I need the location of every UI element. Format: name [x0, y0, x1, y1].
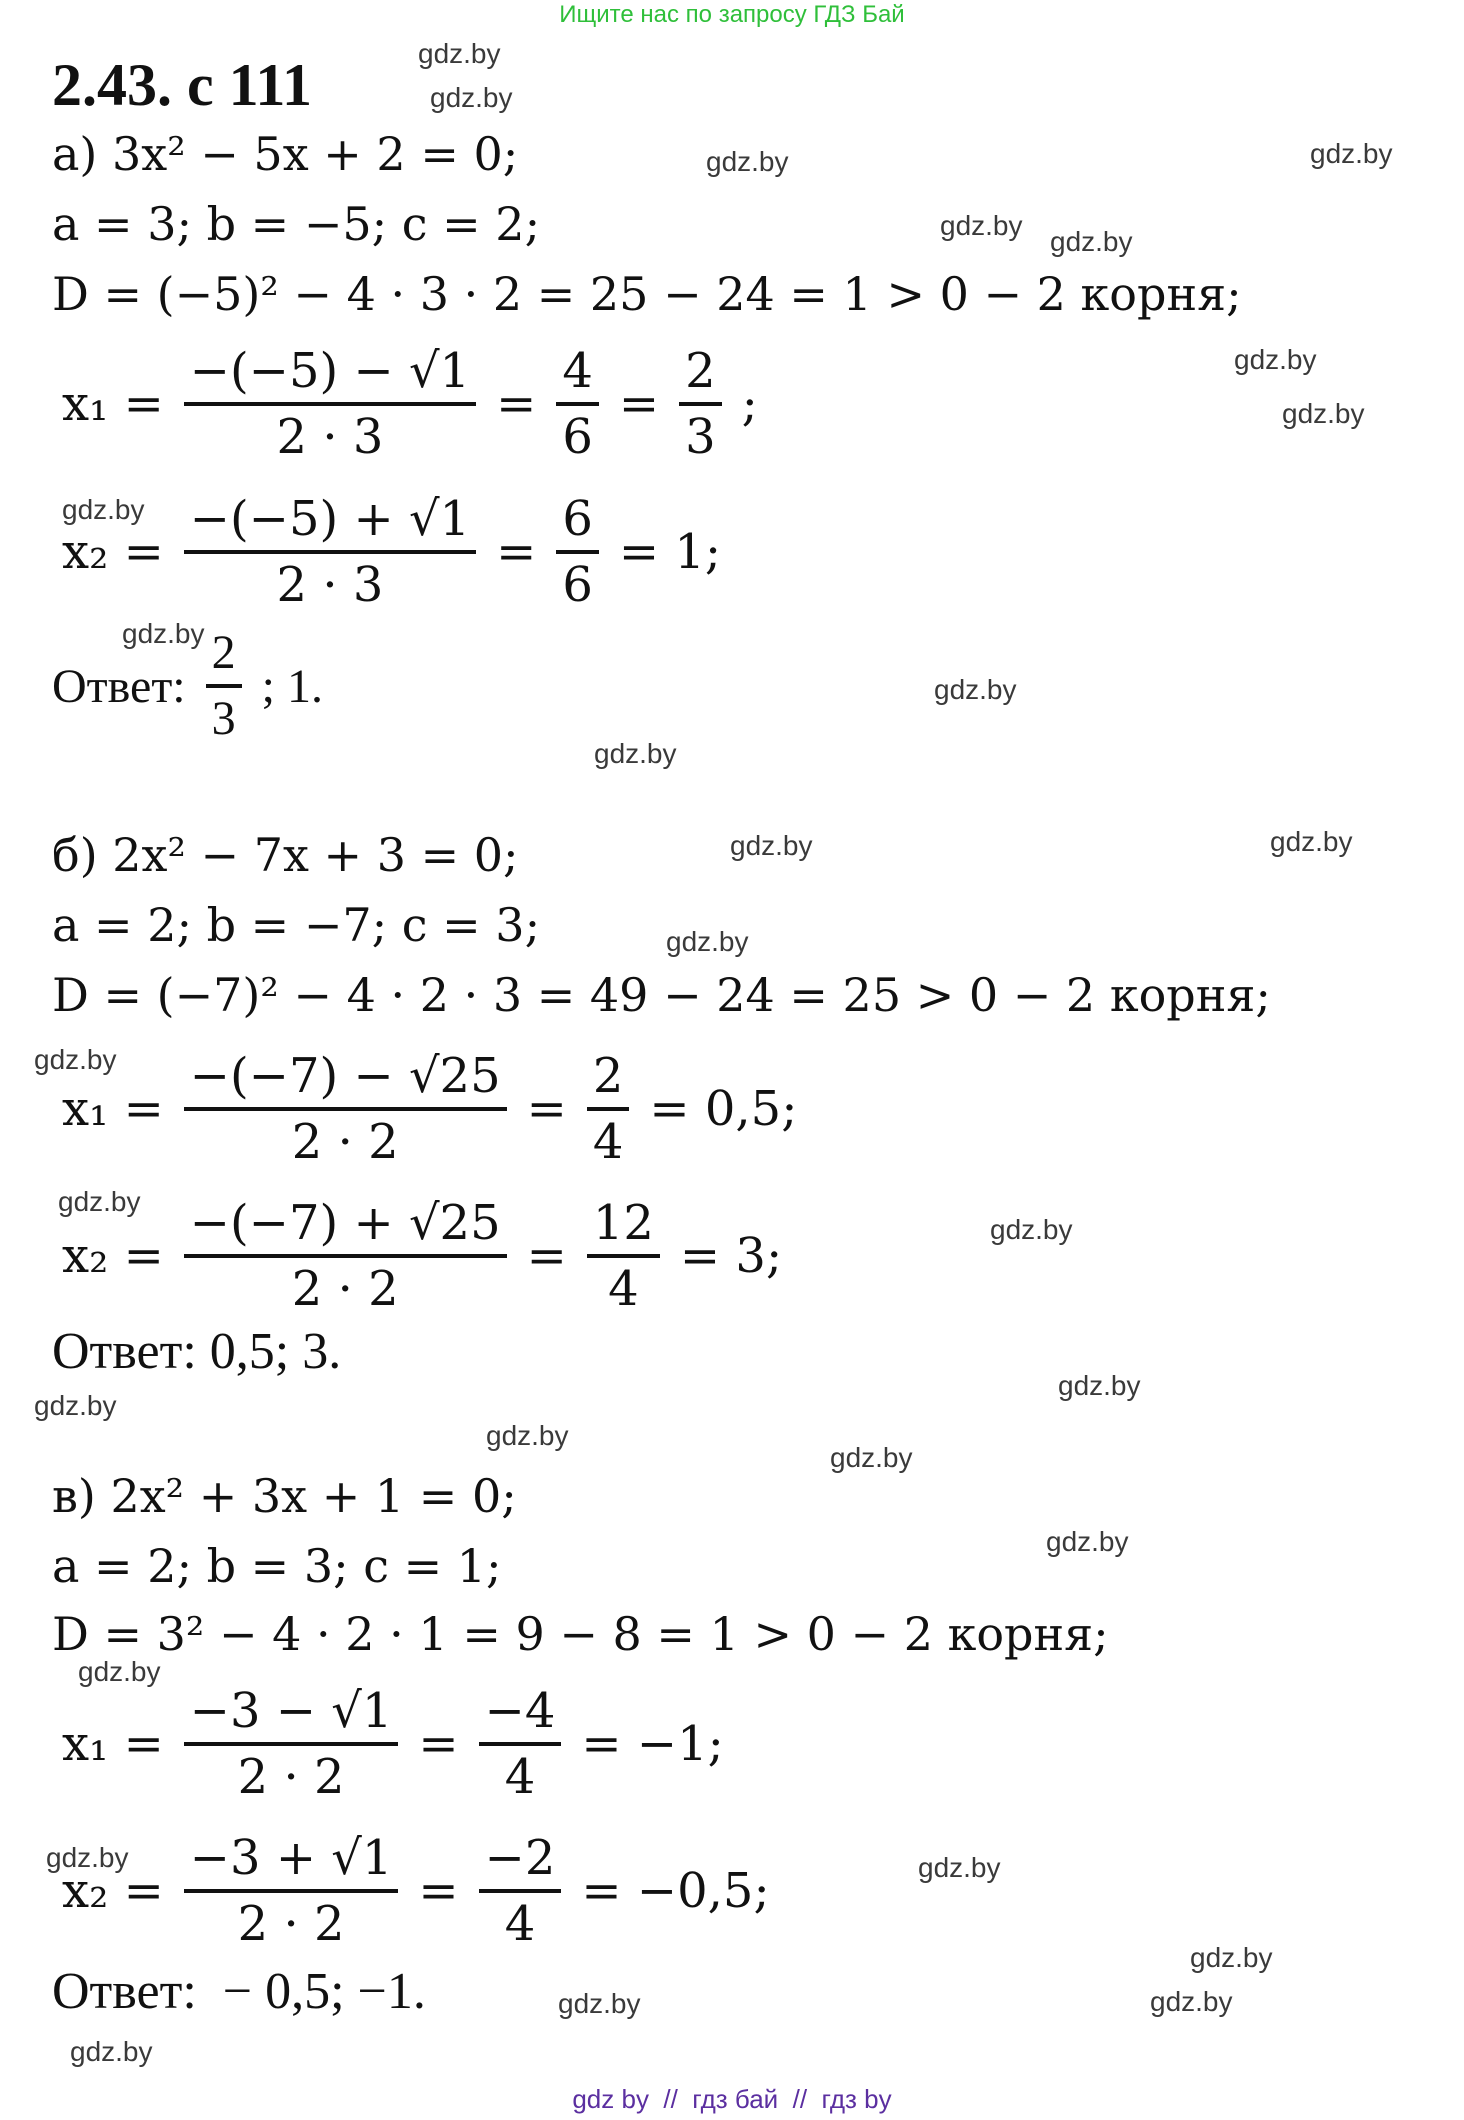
watermark: gdz.by: [706, 146, 789, 177]
x2-label: x₂ =: [62, 1863, 164, 1919]
watermark: gdz.by: [1234, 344, 1317, 375]
part-c-answer: Ответ: − 0,5; −1.: [52, 1963, 426, 2020]
watermark: gdz.by: [34, 1044, 117, 1075]
watermark: gdz.by: [1190, 1942, 1273, 1973]
watermark: gdz.by: [1282, 398, 1365, 429]
watermark: gdz.by: [666, 926, 749, 957]
part-a-x2: x₂ = $\frac{-(-5) + √1}{2 \cdot 3}$ = $\frac{6}{6}$ = 1;: [52, 488, 731, 616]
watermark: gdz.by: [418, 38, 501, 69]
watermark: gdz.by: [1270, 826, 1353, 857]
fraction: $\frac{2}{3}$: [206, 622, 242, 750]
top-banner: Ищите нас по запросу ГДЗ Бай: [559, 1, 905, 28]
fraction: $\frac{-3 - √1}{2 \cdot 2}$: [184, 1680, 399, 1808]
watermark: gdz.by: [940, 210, 1023, 241]
fraction: $\frac{-(-7) + √25}{2 \cdot 2}$: [184, 1192, 507, 1320]
part-a-answer: Ответ: $\frac{2}{3}$ ; 1.: [52, 622, 333, 750]
part-c-coeffs: a = 2; b = 3; c = 1;: [52, 1539, 502, 1593]
part-b-equation: б) 2x² − 7x + 3 = 0;: [52, 828, 519, 882]
watermark: gdz.by: [62, 494, 145, 525]
part-c-discriminant: D = 3² − 4 · 2 · 1 = 9 − 8 = 1 > 0 − 2 корня;: [52, 1607, 1109, 1661]
watermark: gdz.by: [1310, 138, 1393, 169]
fraction: $\frac{6}{6}$: [556, 488, 599, 616]
part-a-discriminant: D = (−5)² − 4 · 3 · 2 = 25 − 24 = 1 > 0 − 2 корня;: [52, 267, 1242, 321]
x1-label: x₁ =: [62, 376, 164, 432]
watermark: gdz.by: [34, 1390, 117, 1421]
watermark: gdz.by: [918, 1852, 1001, 1883]
part-b-x1: x₁ = $\frac{-(-7) - √25}{2 \cdot 2}$ = $\frac{2}{4}$ = 0,5;: [52, 1045, 807, 1173]
watermark: gdz.by: [594, 738, 677, 769]
watermark: gdz.by: [934, 674, 1017, 705]
x1-label: x₁ =: [62, 1081, 164, 1137]
part-c-equation: в) 2x² + 3x + 1 = 0;: [52, 1469, 517, 1523]
watermark: gdz.by: [1150, 1986, 1233, 2017]
watermark: gdz.by: [1046, 1526, 1129, 1557]
part-b-discriminant: D = (−7)² − 4 · 2 · 3 = 49 − 24 = 25 > 0 − 2 корня;: [52, 968, 1271, 1022]
fraction: $\frac{-2}{4}$: [479, 1827, 562, 1955]
footer-links: gdz by // гдз бай // гдз by: [572, 2084, 892, 2114]
watermark: gdz.by: [58, 1186, 141, 1217]
watermark: gdz.by: [558, 1988, 641, 2019]
watermark: gdz.by: [730, 830, 813, 861]
fraction: $\frac{2}{3}$: [679, 340, 722, 468]
fraction: $\frac{-(-5) + √1}{2 \cdot 3}$: [184, 488, 476, 616]
part-a-x1: x₁ = $\frac{-(-5) - √1}{2 \cdot 3}$ = $\frac{4}{6}$ = $\frac{2}{3}$ ;: [52, 340, 768, 468]
x1-label: x₁ =: [62, 1716, 164, 1772]
part-b-x2: x₂ = $\frac{-(-7) + √25}{2 \cdot 2}$ = $\frac{12}{4}$ = 3;: [52, 1192, 792, 1320]
part-a-equation: а) 3x² − 5x + 2 = 0;: [52, 127, 519, 181]
watermark: gdz.by: [78, 1656, 161, 1687]
x2-label: x₂ =: [62, 524, 164, 580]
part-c-x2: x₂ = $\frac{-3 + √1}{2 \cdot 2}$ = $\frac{-2}{4}$ = −0,5;: [52, 1827, 780, 1955]
part-a-coeffs: a = 3; b = −5; c = 2;: [52, 197, 541, 251]
fraction: $\frac{-(-5) - √1}{2 \cdot 3}$: [184, 340, 476, 468]
fraction: $\frac{12}{4}$: [587, 1192, 660, 1320]
watermark: gdz.by: [122, 618, 205, 649]
watermark: gdz.by: [430, 82, 513, 113]
watermark: gdz.by: [990, 1214, 1073, 1245]
fraction: $\frac{-(-7) - √25}{2 \cdot 2}$: [184, 1045, 507, 1173]
watermark: gdz.by: [1058, 1370, 1141, 1401]
watermark: gdz.by: [1050, 226, 1133, 257]
page-title: 2.43. с 111: [52, 52, 313, 118]
part-b-answer: Ответ: 0,5; 3.: [52, 1323, 342, 1380]
watermark: gdz.by: [486, 1420, 569, 1451]
fraction: $\frac{-4}{4}$: [479, 1680, 562, 1808]
fraction: $\frac{2}{4}$: [587, 1045, 630, 1173]
watermark: gdz.by: [830, 1442, 913, 1473]
watermark: gdz.by: [46, 1842, 129, 1873]
part-b-coeffs: a = 2; b = −7; c = 3;: [52, 898, 541, 952]
x2-label: x₂ =: [62, 1228, 164, 1284]
fraction: $\frac{-3 + √1}{2 \cdot 2}$: [184, 1827, 399, 1955]
part-c-x1: x₁ = $\frac{-3 - √1}{2 \cdot 2}$ = $\frac{-4}{4}$ = −1;: [52, 1680, 734, 1808]
fraction: $\frac{4}{6}$: [556, 340, 599, 468]
watermark: gdz.by: [70, 2036, 153, 2067]
